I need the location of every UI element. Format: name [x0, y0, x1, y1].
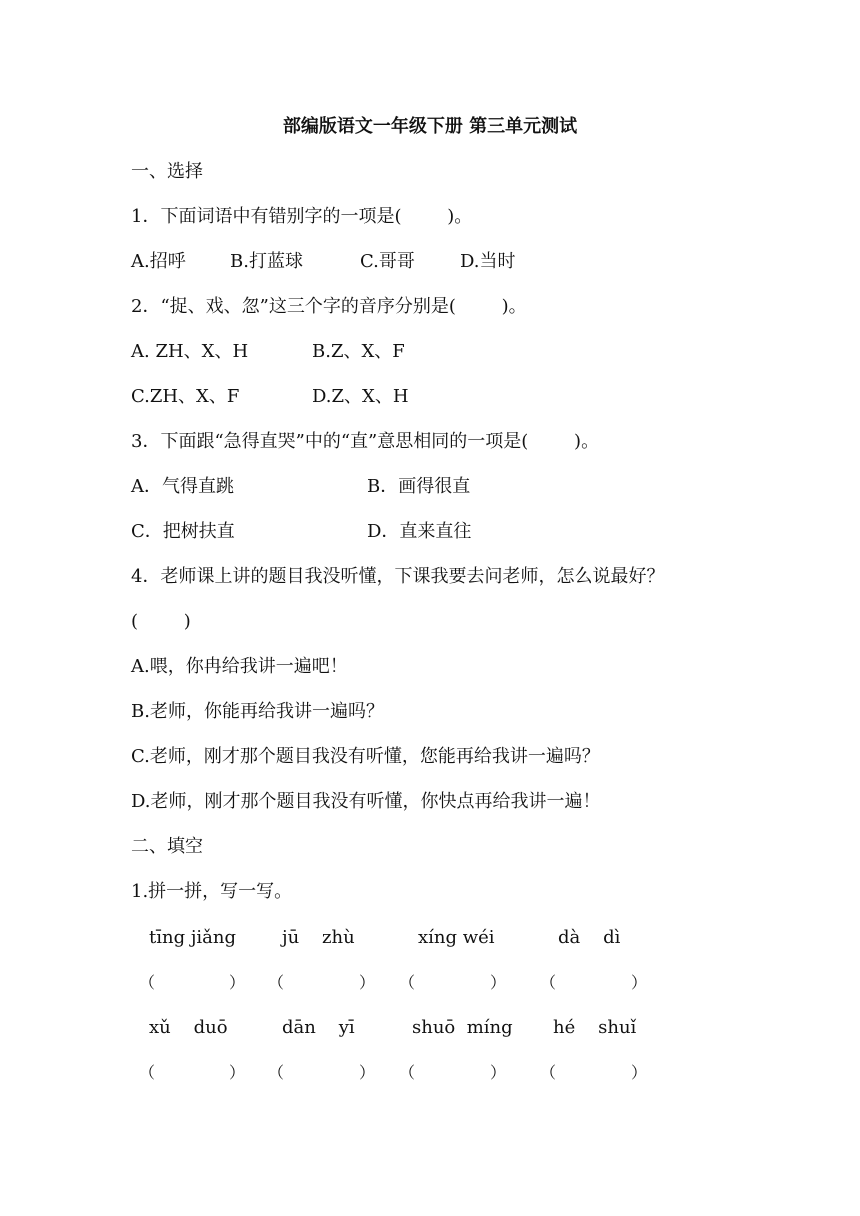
answer-box-close: ） — [631, 973, 648, 992]
answer-box-close: ） — [631, 1063, 648, 1082]
fill-question-stem: 1.拼一拼，写一写。 — [131, 881, 293, 902]
q3-option-c: C．把树扶直 — [131, 521, 235, 542]
q1-option-b: B.打蓝球 — [230, 251, 303, 272]
pinyin-1: tīng jiǎng — [149, 927, 237, 948]
pinyin-2: jū zhù — [282, 927, 355, 948]
q3-option-b: B．画得很直 — [367, 476, 471, 497]
q3-option-d: D．直来直往 — [367, 521, 472, 542]
q1-option-a: A.招呼 — [131, 251, 186, 272]
answer-box-close: ） — [490, 1063, 507, 1082]
pinyin-3: xíng wéi — [418, 927, 495, 948]
page-title: 部编版语文一年级下册 第三单元测试 — [282, 116, 578, 137]
answer-box-close: ） — [490, 973, 507, 992]
answer-box-close: ） — [359, 973, 376, 992]
answer-box-open: （ — [268, 1063, 285, 1082]
q4-option-b: B.老师，你能再给我讲一遍吗？ — [131, 701, 384, 722]
pinyin-7: shuō míng — [412, 1017, 513, 1038]
answer-box-open: （ — [268, 973, 285, 992]
q4-option-a: A.喂，你冉给我讲一遍吧！ — [131, 656, 348, 677]
answer-box-close: ） — [229, 1063, 246, 1082]
pinyin-6: dān yī — [282, 1017, 355, 1038]
q4-option-d: D.老师，刚才那个题目我没有听懂，你快点再给我讲一遍！ — [131, 791, 601, 812]
answer-box-open: （ — [540, 1063, 557, 1082]
pinyin-5: xǔ duō — [149, 1017, 228, 1038]
answer-box-open: （ — [139, 973, 156, 992]
q4-option-c: C.老师，刚才那个题目我没有听懂，您能再给我讲一遍吗？ — [131, 746, 600, 767]
question-3-stem: 3．下面跟“急得直哭”中的“直”意思相同的一项是( )。 — [131, 431, 600, 452]
answer-box-open: （ — [540, 973, 557, 992]
pinyin-4: dà dì — [558, 927, 621, 948]
question-4-stem: 4．老师课上讲的题目我没听懂，下课我要去问老师，怎么说最好？ — [131, 566, 665, 587]
q2-option-a: A. ZH、X、H — [131, 341, 249, 362]
q2-option-b: B.Z、X、F — [312, 341, 405, 362]
question-4-blank: ( ) — [131, 611, 191, 632]
section-heading-choice: 一、选择 — [131, 161, 203, 182]
q1-option-c: C.哥哥 — [360, 251, 415, 272]
question-1-stem: 1．下面词语中有错别字的一项是( )。 — [131, 206, 473, 227]
answer-box-open: （ — [139, 1063, 156, 1082]
section-heading-fill: 二、填空 — [131, 836, 203, 857]
q2-option-d: D.Z、X、H — [312, 386, 409, 407]
answer-box-open: （ — [399, 1063, 416, 1082]
question-2-stem: 2．“捉、戏、忽”这三个字的音序分别是( )。 — [131, 296, 527, 317]
answer-box-close: ） — [229, 973, 246, 992]
answer-box-open: （ — [399, 973, 416, 992]
q1-option-d: D.当时 — [460, 251, 516, 272]
answer-box-close: ） — [359, 1063, 376, 1082]
q3-option-a: A．气得直跳 — [131, 476, 234, 497]
pinyin-8: hé shuǐ — [553, 1017, 637, 1038]
q2-option-c: C.ZH、X、F — [131, 386, 240, 407]
